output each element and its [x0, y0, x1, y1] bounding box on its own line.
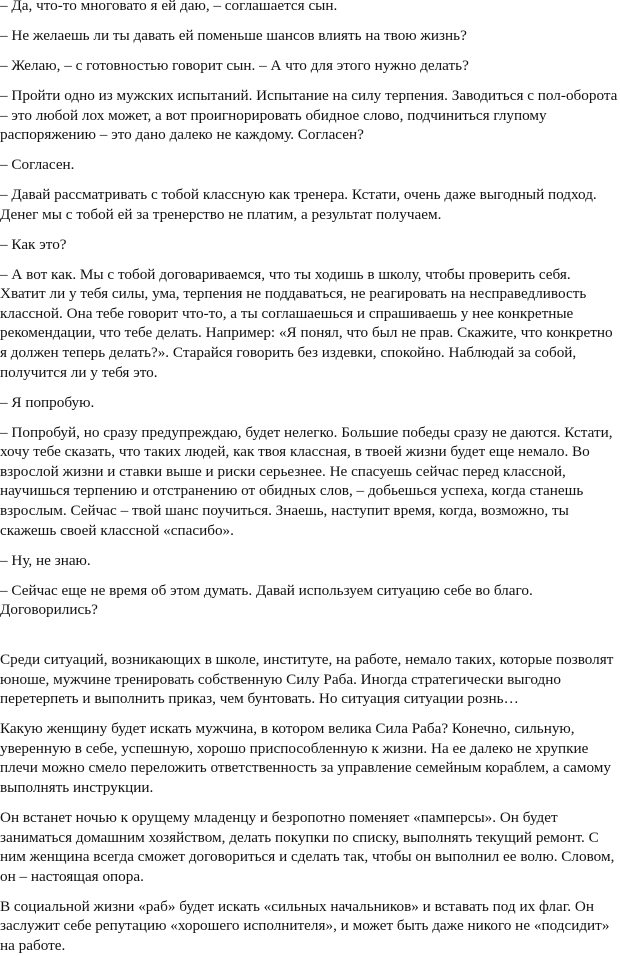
dialogue-line-3: – Желаю, – с готовностью говорит сын. – А что для этого нужно делать? — [0, 56, 469, 74]
section-gap — [0, 630, 618, 650]
narrative-paragraph-2: Какую женщину будет искать мужчина, в котором велика Сила Раба? Конечно, сильную, уверенную в себе, успешную, хорошо приспособленную к жизни. На ее далеко не хрупкие плечи можно смело переложить ответственность за управление семейным кораблем, а самому выполнять инструкции. — [0, 720, 612, 797]
dialogue-line-12: – Сейчас еще не время об этом думать. Давай используем ситуацию себе во благо. Договорились? — [0, 581, 533, 619]
dialogue-line-7: – Как это? — [0, 235, 67, 253]
dialogue-line-6: – Давай рассматривать с тобой классную как тренера. Кстати, очень даже выгодный подход. Денег мы с тобой ей за тренерство не платим, а результат получаем. — [0, 186, 597, 223]
dialogue-line-1: – Да, что-то многовато я ей даю, – соглашается сын. — [0, 0, 338, 14]
dialogue-line-8: – А вот как. Мы с тобой договариваемся, что ты ходишь в школу, чтобы проверить себя. Хватит ли у тебя силы, ума, терпения не поддаваться, не реагировать на несправедливость классной. Она тебе говорит что-то, а ты соглашаешься и спрашиваешь у нее конкретные рекомендации, что тебе делать. Например: «Я понял, что был не прав. Скажите, что конкретно я должен теперь делать?». Старайся говорить без издевки, спокойно. Наблюдай за собой, получится ли у тебя это. — [0, 265, 613, 381]
dialogue-line-9: – Я попробую. — [0, 393, 95, 411]
narrative-paragraph-4: В социальной жизни «раб» будет искать «сильных начальников» и вставать под их флаг. Он заслужит себе репутацию «хорошего исполнителя», и может быть даже никого не «подсидит» на работе. — [0, 897, 610, 955]
dialogue-line-2: – Не желаешь ли ты давать ей поменьше шансов влиять на твою жизнь? — [0, 26, 467, 44]
dialogue-line-5: – Согласен. — [0, 156, 75, 174]
dialogue-line-4: – Пройти одно из мужских испытаний. Испытание на силу терпения. Заводиться с пол-оборота – это любой лох может, а вот проигнорировать обидное слово, подчиниться глупому распоряжению – это дано далеко не каждому. Согласен? — [0, 86, 618, 144]
narrative-paragraph-3: Он встанет ночью к орущему младенцу и безропотно поменяет «памперсы». Он будет заниматься домашним хозяйством, делать покупки по списку, выполнять текущий ремонт. С ним женщина всегда сможет договориться и сделать так, чтобы он выполнил ее волю. Словом, он – настоящая опора. — [0, 809, 615, 885]
dialogue-line-10: – Попробуй, но сразу предупреждаю, будет нелегко. Большие победы сразу не даются. Кстати, хочу тебе сказать, что таких людей, как твоя классная, в твоей жизни будет еще немало. Во взрослой жизни и ставки выше и риски серьезнее. Не спасуешь сейчас перед классной, научишься терпению и отстранению от обидных слов, – добьешься успеха, когда станешь взрослым. Сейчас – твой шанс поучиться. Знаешь, наступит время, когда, возможно, ты скажешь своей классной «спасибо». — [0, 423, 613, 539]
dialogue-line-11: – Ну, не знаю. — [0, 551, 91, 569]
narrative-paragraph-1: Среди ситуаций, возникающих в школе, институте, на работе, немало таких, которые позволят юноше, мужчине тренировать собственную Силу Раба. Иногда стратегически выгодно перетерпеть и выполнить приказ, чем бунтовать. Но ситуация ситуации рознь… — [0, 651, 614, 708]
